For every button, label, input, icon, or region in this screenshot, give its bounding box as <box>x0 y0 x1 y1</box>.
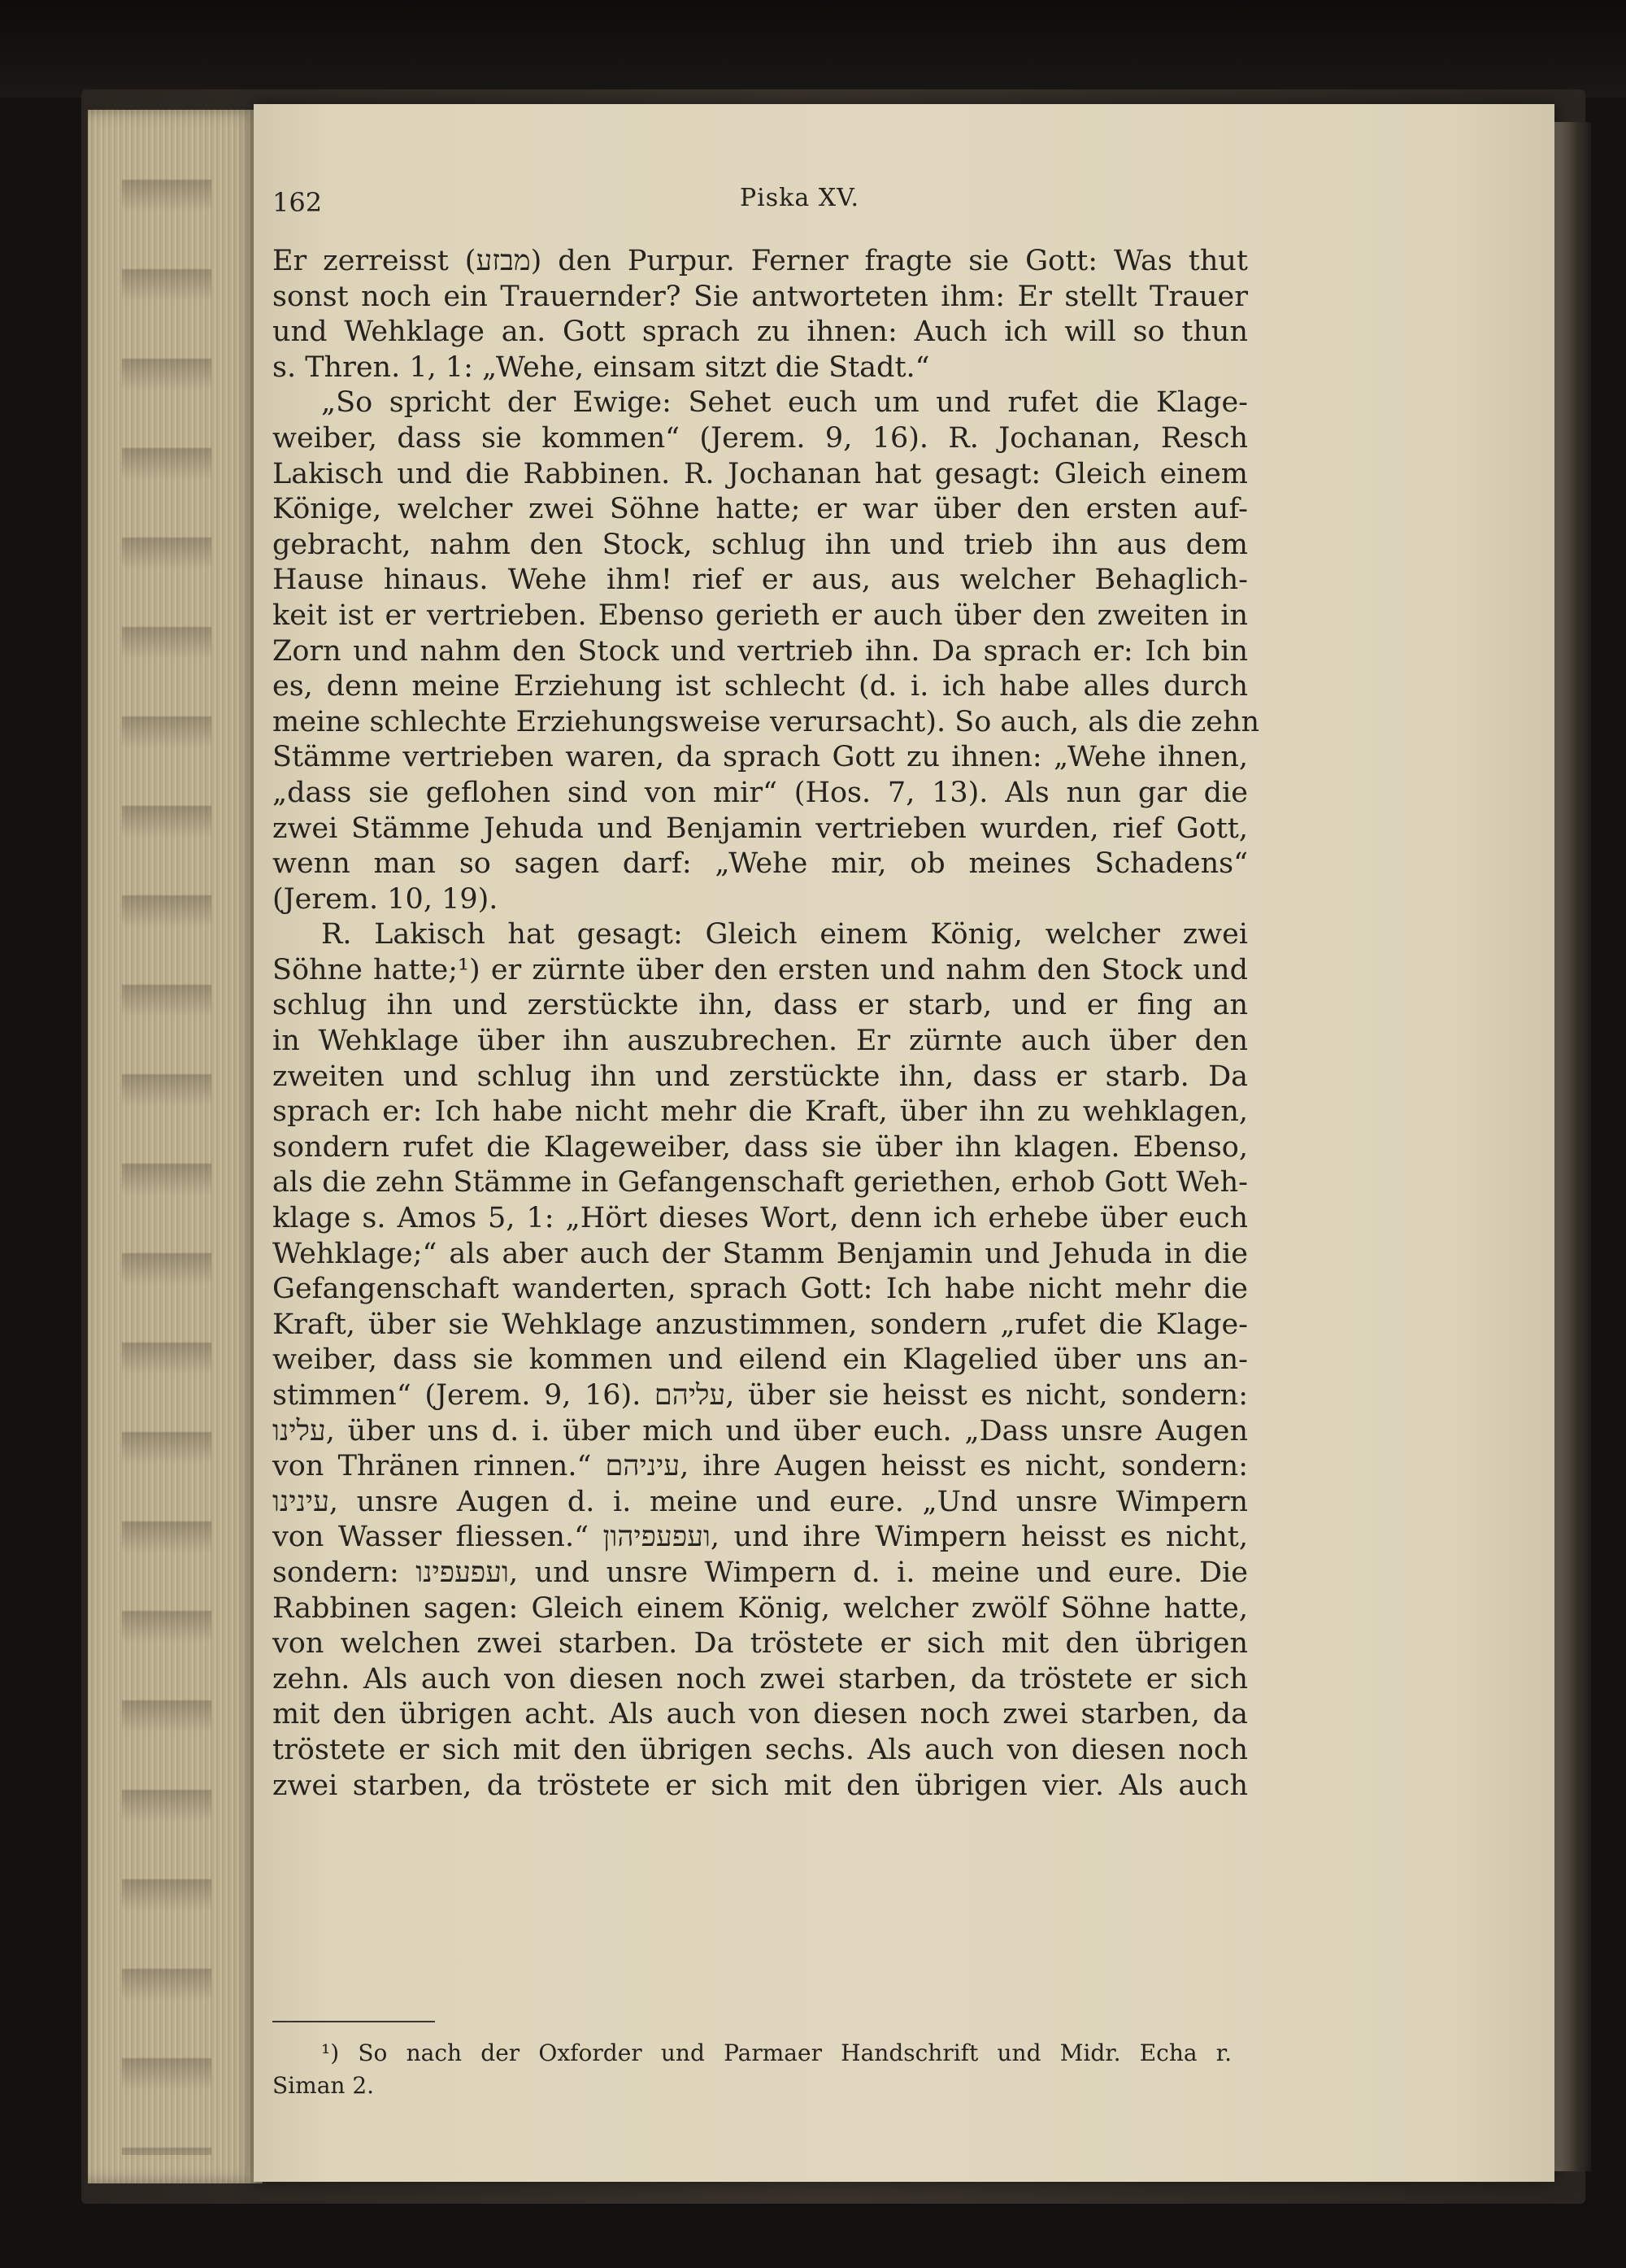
text-line: (Jerem. 10, 19). <box>272 882 498 916</box>
text-line: weiber, dass sie kommen“ (Jerem. 9, 16). R. Jochanan, Resch <box>272 421 1248 455</box>
text-line: Kraft, über sie Wehklage anzustimmen, sondern „rufet die Klage- <box>272 1308 1248 1341</box>
text-line: es, denn meine Erziehung ist schlecht (d. i. ich habe alles durch <box>272 670 1248 703</box>
text-line: von Wasser fliessen.“ ועפעפיהון, und ihre Wimpern heisst es nicht, <box>272 1521 1248 1554</box>
text-line: R. Lakisch hat gesagt: Gleich einem König, welcher zwei <box>321 918 1248 951</box>
text-line: zwei starben, da tröstete er sich mit den übrigen vier. Als auch <box>272 1769 1248 1802</box>
text-line: Söhne hatte;¹) er zürnte über den ersten und nahm den Stock und <box>272 953 1248 986</box>
text-line: klage s. Amos 5, 1: „Hört dieses Wort, denn ich erhebe über euch <box>272 1202 1248 1235</box>
text-line: Stämme vertrieben waren, da sprach Gott zu ihnen: „Wehe ihnen, <box>272 741 1248 774</box>
text-line: als die zehn Stämme in Gefangenschaft geriethen, erhob Gott Weh- <box>272 1166 1248 1199</box>
text-line: „So spricht der Ewige: Sehet euch um und rufet die Klage- <box>321 386 1248 420</box>
background-dark <box>0 0 1626 98</box>
text-line: von Thränen rinnen.“ עיניהם, ihre Augen heisst es nicht, sondern: <box>272 1450 1248 1483</box>
text-line: keit ist er vertrieben. Ebenso gerieth er auch über den zweiten in <box>272 599 1248 632</box>
text-line: עינינו, unsre Augen d. i. meine und eure. „Und unsre Wimpern <box>272 1485 1248 1518</box>
text-line: Könige, welcher zwei Söhne hatte; er war über den ersten auf- <box>272 493 1248 526</box>
text-line: gebracht, nahm den Stock, schlug ihn und trieb ihn aus dem <box>272 528 1248 561</box>
text-line: mit den übrigen acht. Als auch von diesen noch zwei starben, da <box>272 1698 1248 1731</box>
footnote-line: Siman 2. <box>272 2072 375 2099</box>
text-line: sondern: ועפעפינו, und unsre Wimpern d. i. meine und eure. Die <box>272 1556 1248 1589</box>
text-line: zwei Stämme Jehuda und Benjamin vertrieben wurden, rief Gott, <box>272 812 1248 845</box>
text-line: s. Thren. 1, 1: „Wehe, einsam sitzt die Stadt.“ <box>272 350 930 384</box>
text-line: Wehklage;“ als aber auch der Stamm Benjamin und Jehuda in die <box>272 1237 1248 1270</box>
footnote-line: ¹) So nach der Oxforder und Parmaer Handschrift und Midr. Echa r. <box>321 2039 1232 2066</box>
text-line: Lakisch und die Rabbinen. R. Jochanan hat gesagt: Gleich einem <box>272 457 1248 490</box>
body-text <box>272 244 1313 1804</box>
text-line: Zorn und nahm den Stock und vertrieb ihn. Da sprach er: Ich bin <box>272 634 1248 668</box>
footnote <box>272 2037 1248 2102</box>
text-line: in Wehklage über ihn auszubrechen. Er zürnte auch über den <box>272 1025 1248 1058</box>
text-line: Rabbinen sagen: Gleich einem König, welcher zwölf Söhne hatte, <box>272 1591 1248 1625</box>
book-gutter <box>1554 122 1591 2171</box>
page-header <box>272 184 1313 244</box>
text-line: von welchen zwei starben. Da tröstete er sich mit den übrigen <box>272 1627 1248 1661</box>
edge-stamp-marks <box>122 122 211 2155</box>
text-line: Er zerreisst (מבזע) den Purpur. Ferner fragte sie Gott: Was thut <box>272 245 1248 277</box>
text-line: zweiten und schlug ihn und zerstückte ihn, dass er starb. Da <box>272 1060 1248 1093</box>
text-line: zehn. Als auch von diesen noch zwei starben, da tröstete er sich <box>272 1662 1248 1696</box>
text-line: Hause hinaus. Wehe ihm! rief er aus, aus welcher Behaglich- <box>272 564 1248 597</box>
text-line: meine schlechte Erziehungsweise verursacht). So auch, als die zehn <box>272 705 1260 738</box>
text-line: weiber, dass sie kommen und eilend ein Klagelied über uns an- <box>272 1343 1248 1377</box>
text-line: tröstete er sich mit den übrigen sechs. Als auch von diesen noch <box>272 1733 1248 1766</box>
page-number: 162 <box>272 187 323 218</box>
text-line: und Wehklage an. Gott sprach zu ihnen: Auch ich will so thun <box>272 316 1248 349</box>
text-line: wenn man so sagen darf: „Wehe mir, ob meines Schadens“ <box>272 847 1248 881</box>
text-line: עלינו, über uns d. i. über mich und über euch. „Dass unsre Augen <box>272 1414 1248 1447</box>
text-line: stimmen“ (Jerem. 9, 16). עליהם, über sie heisst es nicht, sondern: <box>272 1379 1248 1412</box>
running-title: Piska XV. <box>740 184 860 212</box>
text-line: sondern rufet die Klageweiber, dass sie über ihn klagen. Ebenso, <box>272 1130 1248 1164</box>
text-line: sonst noch ein Trauernder? Sie antworteten ihm: Er stellt Trauer <box>272 280 1248 313</box>
text-line: sprach er: Ich habe nicht mehr die Kraft, über ihn zu wehklagen, <box>272 1095 1248 1129</box>
text-line: „dass sie geflohen sind von mir“ (Hos. 7, 13). Als nun gar die <box>272 776 1248 809</box>
text-line: Gefangenschaft wanderten, sprach Gott: Ich habe nicht mehr die <box>272 1273 1248 1306</box>
footnote-rule <box>272 2021 435 2022</box>
page-text-block <box>272 184 1313 2099</box>
text-line: schlug ihn und zerstückte ihn, dass er starb, und er fing an <box>272 989 1248 1022</box>
